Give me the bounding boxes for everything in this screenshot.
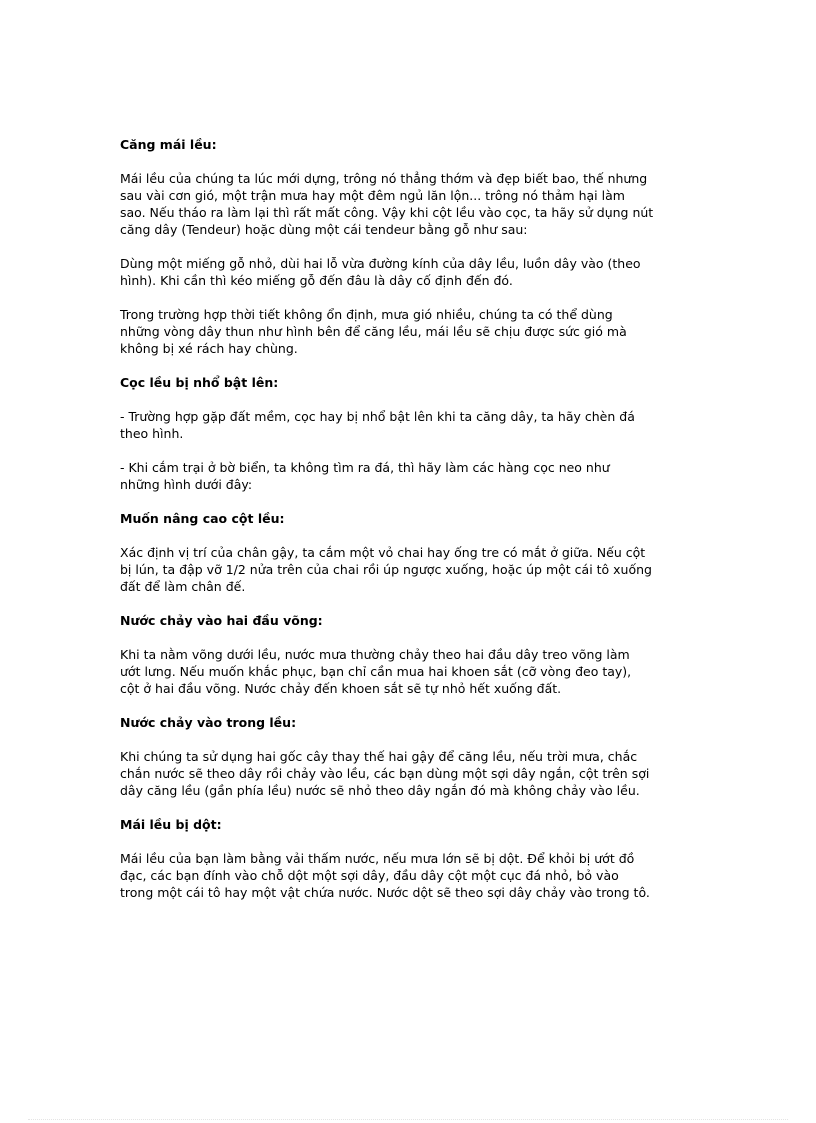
paragraph: Khi ta nằm võng dưới lều, nước mưa thường chảy theo hai đầu dây treo võng làm ướt lưng. Nếu muốn khắc phục, bạn chỉ cần mua hai khoen sắt (cỡ vòng đeo tay), cột ở hai đầu võng. Nước chảy đến khoen sắt sẽ tự nhỏ hết xuống đất. <box>120 647 632 696</box>
section-heading: Nước chảy vào hai đầu võng: <box>120 613 323 628</box>
paragraph: Trong trường hợp thời tiết không ổn định, mưa gió nhiều, chúng ta có thể dùng những vòng dây thun như hình bên để căng lều, mái lều sẽ chịu được sức gió mà không bị xé rách hay chùng. <box>120 307 627 356</box>
paragraph: Mái lều của bạn làm bằng vải thấm nước, nếu mưa lớn sẽ bị dột. Để khỏi bị ướt đồ đạc, các bạn đính vào chỗ dột một sợi dây, đầu dây cột một cục đá nhỏ, bỏ vào trong một cái tô hay một vật chứa nước. Nước dột sẽ theo sợi dây chảy vào trong tô. <box>120 851 650 900</box>
section-nang-cao-cot-leu <box>120 510 720 595</box>
section-coc-leu <box>120 374 720 493</box>
section-heading: Muốn nâng cao cột lều: <box>120 511 285 526</box>
paragraph: Mái lều của chúng ta lúc mới dựng, trông nó thẳng thớm và đẹp biết bao, thế nhưng sau vài cơn gió, một trận mưa hay một đêm ngủ lăn lộn... trông nó thảm hại làm sao. Nếu tháo ra làm lại thì rất mất công. Vậy khi cột lều vào cọc, ta hãy sử dụng nút căng dây (Tendeur) hoặc dùng một cái tendeur bằng gỗ như sau: <box>120 171 654 237</box>
page-bottom-divider <box>28 1119 788 1120</box>
section-heading: Nước chảy vào trong lều: <box>120 715 297 730</box>
section-nuoc-chay-vao-vong <box>120 612 720 697</box>
paragraph: Dùng một miếng gỗ nhỏ, dùi hai lỗ vừa đường kính của dây lều, luồn dây vào (theo hình). Khi cần thì kéo miếng gỗ đến đâu là dây cố định đến đó. <box>120 256 641 288</box>
document-body <box>120 136 720 918</box>
section-cang-mai-leu <box>120 136 720 357</box>
section-nuoc-chay-vao-leu <box>120 714 720 799</box>
section-heading: Cọc lều bị nhổ bật lên: <box>120 375 279 390</box>
paragraph: Khi chúng ta sử dụng hai gốc cây thay thế hai gậy để căng lều, nếu trời mưa, chắc chắn nước sẽ theo dây rồi chảy vào lều, các bạn dùng một sợi dây ngắn, cột trên sợi dây căng lều (gần phía lều) nước sẽ nhỏ theo dây ngắn đó mà không chảy vào lều. <box>120 749 650 798</box>
paragraph: - Khi cắm trại ở bờ biển, ta không tìm ra đá, thì hãy làm các hàng cọc neo như những hình dưới đây: <box>120 460 610 492</box>
section-heading: Mái lều bị dột: <box>120 817 222 832</box>
paragraph: Xác định vị trí của chân gậy, ta cắm một vỏ chai hay ống tre có mắt ở giữa. Nếu cột bị lún, ta đập vỡ 1/2 nửa trên của chai rồi úp ngược xuống, hoặc úp một cái tô xuống đất để làm chân đế. <box>120 545 652 594</box>
section-mai-leu-bi-dot <box>120 816 720 901</box>
paragraph: - Trường hợp gặp đất mềm, cọc hay bị nhổ bật lên khi ta căng dây, ta hãy chèn đá theo hình. <box>120 409 635 441</box>
section-heading: Căng mái lều: <box>120 137 217 152</box>
